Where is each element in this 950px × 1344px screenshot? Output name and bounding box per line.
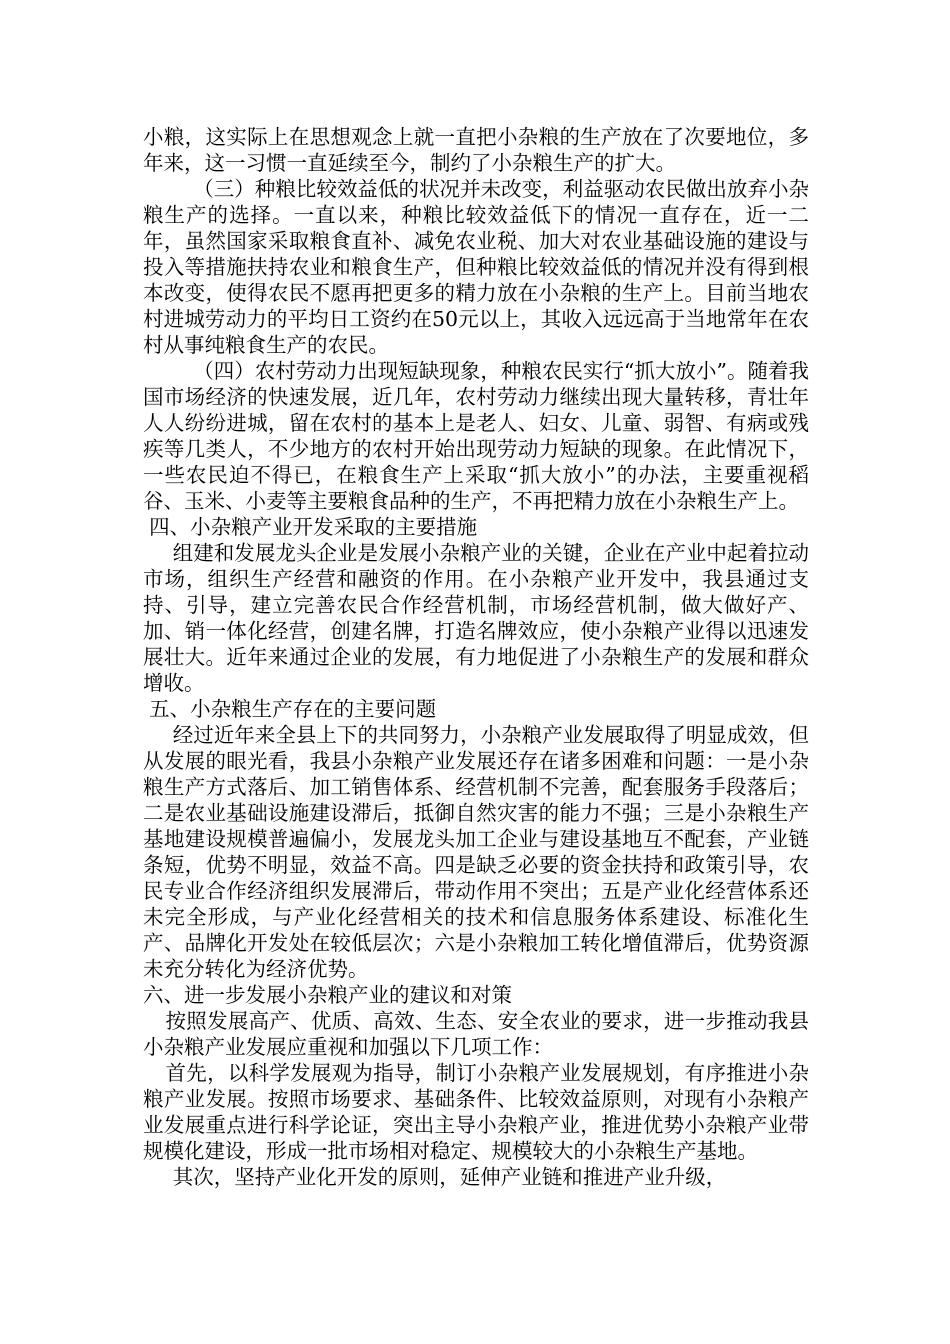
- paragraph-second: 其次，坚持产业化开发的原则，延伸产业链和推进产业升级，: [172, 1165, 727, 1189]
- paragraph-section-3: （三）种粮比较效益低的状况并未改变，利益驱动农民做出放弃小杂粮生产的选择。一直以来，种粮比较效益低下的情况一直存在，近一二年，虽然国家采取粮食直补、减免农业税、加大对农业基础设施的建设与投入等措施扶持农业和粮食生产，但种粮比较效益低的情况并没有得到根本改变，使得农民不愿再把更多的精力放在小杂粮的生产上。目前当地农村进城劳动力的平均日工资约在50元以上，其收入远远高于当地常年在农村从事纯粮食生产的农民。: [143, 177, 809, 357]
- heading-problems: 五、小杂粮生产存在的主要问题: [149, 697, 437, 721]
- heading-measures: 四、小杂粮产业开发采取的主要措施: [149, 515, 478, 539]
- paragraph-continuation: 小粮，这实际上在思想观念上就一直把小杂粮的生产放在了次要地位，多年来，这一习惯一直延续至今，制约了小杂粮生产的扩大。: [143, 125, 809, 175]
- paragraph-section-4: （四）农村劳动力出现短缺现象，种粮农民实行“抓大放小”。随着我国市场经济的快速发展，近几年，农村劳动力继续出现大量转移，青壮年人人纷纷进城，留在农村的基本上是老人、妇女、儿童、弱智、有病或残疾等几类人，不少地方的农村开始出现劳动力短缺的现象。在此情况下，一些农民迫不得已，在粮食生产上采取“抓大放小”的办法，主要重视稻谷、玉米、小麦等主要粮食品种的生产，不再把精力放在小杂粮生产上。: [143, 359, 809, 513]
- document-body: [143, 124, 809, 1190]
- paragraph-suggestions-intro: 按照发展高产、优质、高效、生态、安全农业的要求，进一步推动我县小杂粮产业发展应重视和加强以下几项工作：: [143, 1009, 809, 1059]
- paragraph-first: 首先，以科学发展观为指导，制订小杂粮产业发展规划，有序推进小杂粮产业发展。按照市场要求、基础条件、比较效益原则，对现有小杂粮产业发展重点进行科学论证，突出主导小杂粮产业，推进优势小杂粮产业带规模化建设，形成一批市场相对稳定、规模较大的小杂粮生产基地。: [143, 1061, 809, 1163]
- heading-suggestions: 六、进一步发展小杂粮产业的建议和对策: [143, 983, 512, 1007]
- paragraph-problems: 经过近年来全县上下的共同努力，小杂粮产业发展取得了明显成效，但从发展的眼光看，我县小杂粮产业发展还存在诸多困难和问题：一是小杂粮生产方式落后、加工销售体系、经营机制不完善，配套服务手段落后；二是农业基础设施建设滞后，抵御自然灾害的能力不强；三是小杂粮生产基地建设规模普遍偏小，发展龙头加工企业与建设基地互不配套，产业链条短，优势不明显，效益不高。四是缺乏必要的资金扶持和政策引导，农民专业合作经济组织发展滞后，带动作用不突出；五是产业化经营体系还未完全形成，与产业化经营相关的技术和信息服务体系建设、标准化生产、品牌化开发处在较低层次；六是小杂粮加工转化增值滞后，优势资源未充分转化为经济优势。: [143, 723, 809, 981]
- paragraph-measures: 组建和发展龙头企业是发展小杂粮产业的关键，企业在产业中起着拉动市场，组织生产经营和融资的作用。在小杂粮产业开发中，我县通过支持、引导，建立完善农民合作经营机制，市场经营机制，做大做好产、加、销一体化经营，创建名牌，打造名牌效应，使小杂粮产业得以迅速发展壮大。近年来通过企业的发展，有力地促进了小杂粮生产的发展和群众增收。: [143, 541, 809, 695]
